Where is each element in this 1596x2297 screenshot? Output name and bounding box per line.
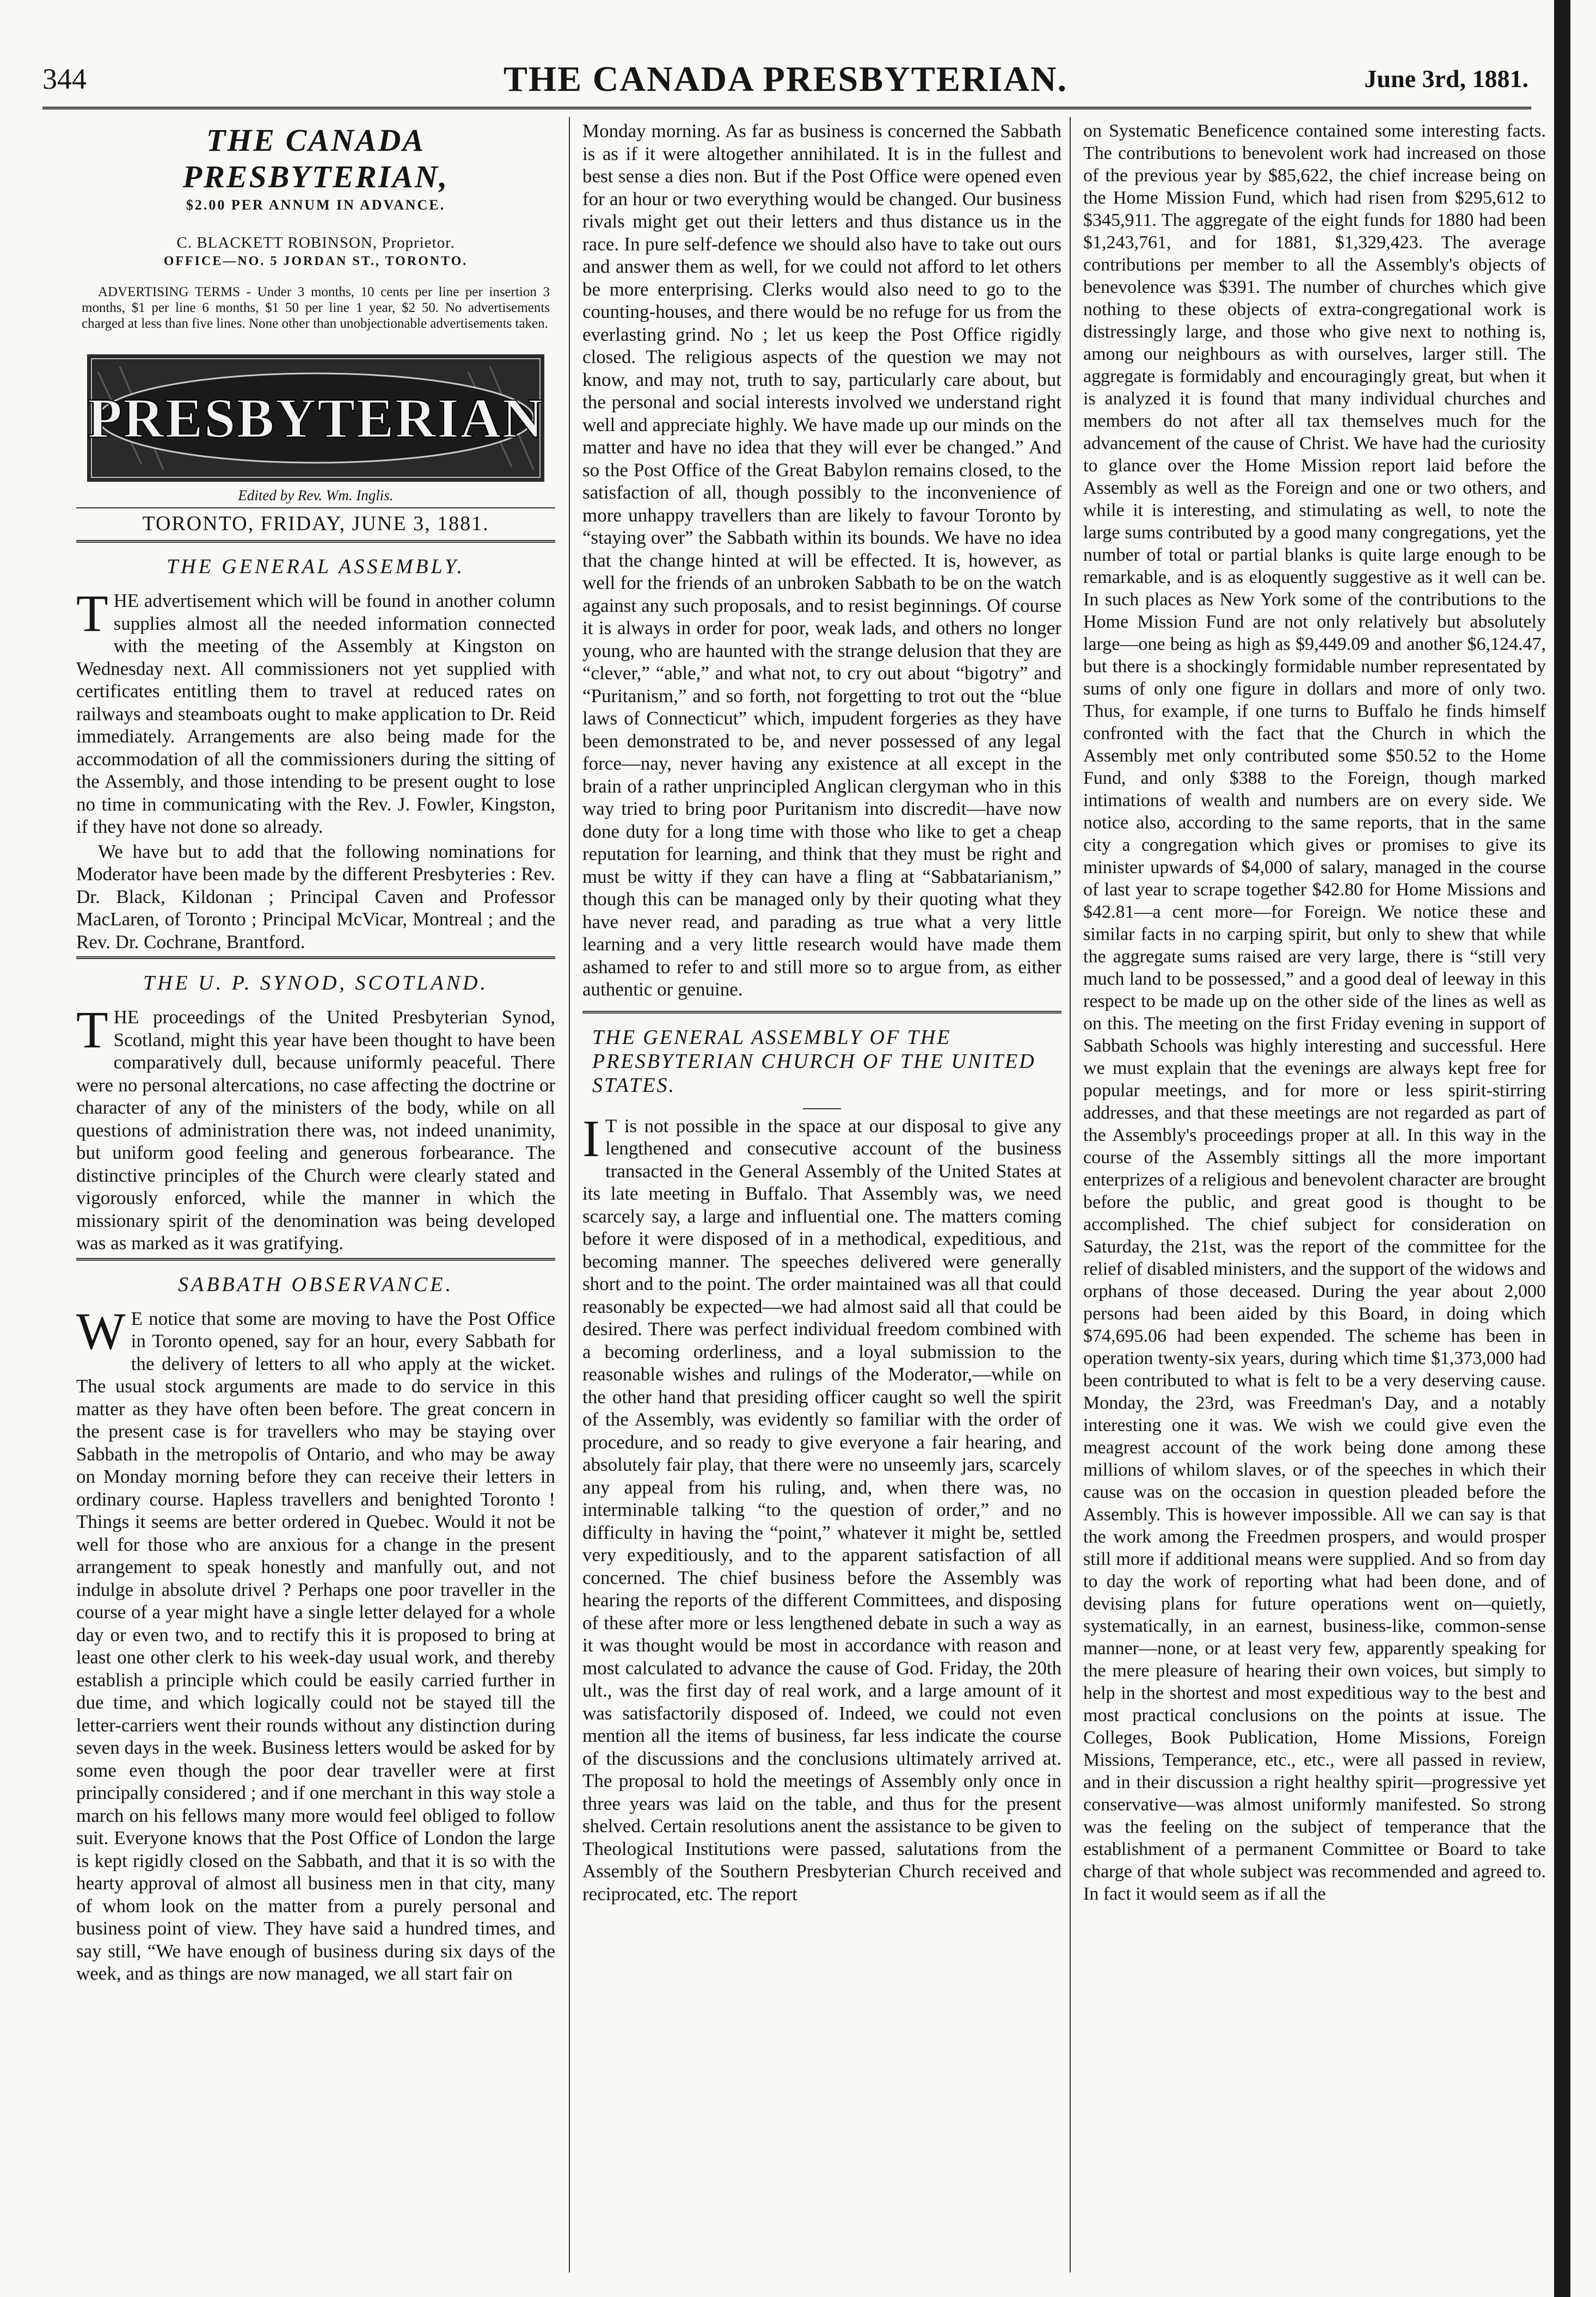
page-edge-shadow: [1554, 0, 1570, 2297]
drop-cap: I: [582, 1109, 600, 1168]
editor-credit: Edited by Rev. Wm. Inglis.: [238, 487, 394, 503]
column-rule: [1070, 117, 1071, 2273]
column-2: [582, 120, 1061, 2275]
column-rule: [569, 117, 570, 2273]
divider: [76, 1258, 555, 1261]
banner-engraving: [76, 350, 555, 486]
article-heading: THE GENERAL ASSEMBLY.: [167, 555, 465, 578]
office-address: OFFICE—NO. 5 JORDAN ST., TORONTO.: [163, 254, 468, 268]
advertising-terms: ADVERTISING TERMS - Under 3 months, 10 cents per line per insertion 3 months, $1 per line 6 months, $1 50 per line 1 year, $2 50. No advertisements charged at less than five lines. None other than unobjectionable advertisements taken.: [82, 285, 550, 331]
issue-date: June 3rd, 1881.: [1364, 65, 1529, 93]
banner-text: PRESBYTERIAN: [87, 387, 544, 450]
divider: [76, 507, 555, 508]
article-heading: THE GENERAL ASSEMBLY OF THE PRESBYTERIAN CHURCH OF THE UNITED STATES.: [592, 1025, 1036, 1097]
lead-word: HE: [113, 1006, 139, 1028]
article-paragraph: THE advertisement which will be found in another column supplies almost all the needed information connected with the meeting of the Assembly at Kingston on Wednesday next. All commissioners not yet supplied with certificates entitling them to travel at reduced rates on railways and steamboats ought to make application to Dr. Reid immediately. Arrangements are also being made for the accommodation of all the commissioners during the sitting of the Assembly, and those intending to be present ought to lose no time in communicating with the Rev. J. Fowler, Kingston, if they have not done so already.: [76, 584, 555, 837]
page-number: 344: [42, 63, 87, 95]
lead-word: HE: [113, 590, 139, 611]
article-paragraph: Monday morning. As far as business is concerned the Sabbath is as if it were altogether annihilated. It is in the fullest and best sense a dies non. But if the Post Office were opened even for an hour or two everything would be changed. Our business rivals might get out their letters and thus distance us in the race. In pure self-defence we should also have to take out ours and answer them as well, for we could not afford to let others be more enterprising. Clerks would also need to go to the counting-houses, and there would be no refuge for us from the everlasting grind. No ; let us keep the Post Office rigidly closed. The religious aspects of the question we may not know, and may not, truth to say, particularly care about, but the personal and social interests involved we understand right well and appreciate highly. We have made up our minds on the matter and have no idea that they will ever be changed.” And so the Post Office of the Great Babylon remains closed, to the satisfaction of all, though possibly to the inconvenience of more unhappy travellers than are likely to favour Toronto by “staying over” the Sabbath within its bounds. We have no idea that the change hinted at will be effected. It is, however, as well for the friends of an unbroken Sabbath to be on the watch against any such proposals, and to resist beginnings. Of course it is always in order for poor, weak lads, and others no longer young, who are haunted with the strange delusion that they are “clever,” “able,” and what not, to cry out about “bigotry” and “Puritanism,” and so forth, not forgetting to trot out the “blue laws of Connecticut” which, impudent forgeries as they have been demonstrated to be, and never possessed of any legal force—nay, never having any existence at all except in the brain of a rather unprincipled Anglican clergyman who in this way tried to bring poor Puritanism into discredit—have now done duty for a long time with those who like to get a cheap reputation for learning, and think that they must be right and must be witty if they can have a fling at “Sabbatarianism,” though this can be managed only by their quoting what they have never read, and parading as true what a very little learning and a very little research would have made them ashamed to refer to and still more so to argue from, as either authentic or genuine.: [582, 120, 1061, 1000]
newspaper-title: THE CANADA PRESBYTERIAN.: [503, 59, 1068, 99]
divider: [76, 540, 555, 543]
drop-cap: W: [76, 1301, 126, 1360]
article-paragraph: W E notice that some are moving to have the Post Office in Toronto opened, say for an hour, every Sabbath for the delivery of letters to all who apply at the wicket. The usual stock arguments are made to do service in this matter as they have often been before. The great concern in the present case is for travellers who may be staying over Sabbath in the metropolis of Ontario, and who may be away on Monday morning before they can receive their letters in ordinary course. Hapless travellers and benighted Toronto ! Things it seems are better ordered in Quebec. Would it not be well for those who are anxious for a change in the present arrangement to speak honestly and manfully out, and not indulge in absolute drivel ? Perhaps one poor traveller in the course of a year might have a single letter delayed for a whole day or even two, and to rectify this it is proposed to bring at least one other clerk to his week-day usual work, and thereby establish a principle which could be easily carried further in due time, and which logically could not be stayed till the letter-carriers went their rounds without any distinction during seven days in the week. Business letters would be asked for by some even though the poor dear traveller were at first principally considered ; and if one merchant in this way stole a march on his fellows many more would feel obliged to follow suit. Everyone knows that the Post Office of London the large is kept rigidly closed on the Sabbath, and that it is so with the hearty approval of almost all business men in that city, many of whom look on the matter from a purely personal and business point of view. They have said a hundred times, and say still, “We have enough of business during six days of the week, and as things are now managed, we all start fair on: [76, 1301, 555, 1984]
divider: [803, 1108, 841, 1109]
running-head: [42, 59, 1529, 102]
dateline: TORONTO, FRIDAY, JUNE 3, 1881.: [142, 512, 489, 535]
subscription-terms: $2.00 PER ANNUM IN ADVANCE.: [186, 197, 446, 213]
lead-word: E: [131, 1307, 143, 1329]
drop-cap: T: [76, 584, 108, 642]
article-paragraph: I T is not possible in the space at our disposal to give any lengthened and consecutive account of the business transacted in the General Assembly of the United States at its late meeting in Buffalo. That Assembly was, we need scarcely say, a large and influential one. The matters coming before it were disposed of in a methodical, expeditious, and becoming manner. The speeches delivered were generally short and to the point. The order maintained was all that could reasonably be expected—we had almost said all that could be desired. There was perfect individual freedom combined with a becoming orderliness, and a loyal submission to the reasonable wishes and rulings of the Moderator,—while on the other hand that presiding officer caught so well the spirit of the Assembly, was evidently so familiar with the order of procedure, and so ready to give everyone a fair hearing, and absolutely fair play, that there were no unseemly jars, scarcely any appeal from his ruling, and, when there was, no interminable talking “to the question of order,” and no difficulty in having the “point,” whatever it might be, settled very expeditiously, and to the apparent satisfaction of all concerned. The chief business before the Assembly was hearing the reports of the different Committees, and disposing of these after more or less lengthened debate in such a way as it was thought would be most in accordance with reason and most calculated to advance the cause of God. Friday, the 20th ult., was the first day of real work, and a large amount of it was satisfactorily disposed of. Indeed, we could not even mention all the items of business, far less indicate the course of the discussions and the conclusions ultimately arrived at. The proposal to hold the meetings of Assembly only once in three years was laid on the table, and thus for the present shelved. Certain resolutions anent the assistance to be given to Theological Institutions were passed, salutations from the Assembly of the Southern Presbyterian Church received and reciprocated, etc. The report: [582, 1109, 1061, 1905]
drop-cap: T: [76, 1000, 108, 1059]
article-heading: SABBATH OBSERVANCE.: [178, 1273, 453, 1296]
divider: [582, 1011, 1061, 1014]
article-paragraph: on Systematic Beneficence contained some interesting facts. The contributions to benevolent work had increased on those of the previous year by $85,622, the chief increase being on the Home Mission Fund, which had risen from $295,612 to $345,911. The aggregate of the eight funds for 1880 had been $1,243,761, and for 1881, $1,329,423. The average contributions per member to all the Assembly's objects of benevolence was $391. The number of churches which give nothing to these objects of extra-congregational work is distressingly large, and those who give next to nothing is, among our neighbours as with ourselves, larger still. The aggregate is formidably and encouragingly great, but when it is analyzed it is found that many individual churches and members do not after all tax themselves much for the advancement of the cause of Christ. We have had the curiosity to glance over the Home Mission report laid before the Assembly as well as the Foreign and one or two others, and while it is interesting, and stimulating as well, to note the large sums contributed by a good many congregations, yet the number of total or partial blanks is quite large enough to be remarkable, and is as eloquently suggestive as it well can be. In such places as New York some of the contributions to the Home Mission Fund are not only relatively but absolutely large—one being as high as $9,449.09 and another $6,124.47, but there is a shockingly formidable number representated by sums of only one figure in dollars and more of only two. Thus, for example, if one turns to Buffalo he finds himself confronted with the fact that the Church in which the Assembly met only contributed some $50.52 to the Home Fund, and only $388 to the Foreign, though marked intimations of wealth and numbers are on every side. We notice also, according to the same reports, that in the same city a congregation which gives or promises to give its minister upwards of $4,000 of salary, managed in the course of last year to scrape together $42.80 for Home Missions and $42.81—a cent more—for Foreign. We notice these and similar facts in no carping spirit, but only to shew that while the aggregate sums raised are very large, there is “still very much land to be possessed,” and a good deal of leeway in this respect to be made up on the other side of the lines as well as on this. The meeting on the first Friday evening in support of Sabbath Schools was highly interesting and successful. Here we must explain that the evenings are always kept free for popular meetings, and for more or less spirit-stirring addresses, and that these meetings are not regarded as part of the Assembly's proceedings proper at all. In this way in the course of the Assembly sittings all the more important enterprizes of a religious and benevolent character are brought before the public, and great good is thought to be accomplished. The chief subject for consideration on Saturday, the 21st, was the report of the committee for the relief of disabled ministers, and the support of the widows and orphans of those deceased. During the year about 2,000 persons had been aided by this Board, in doing which $74,695.06 had been expended. The scheme has been in operation twenty-six years, during which time $1,373,000 had been contributed to what is felt to be a very deserving cause. Monday, the 23rd, was Freedman's Day, and a notably interesting one it was. We wish we could give even the meagrest account of the work being done among these millions of whilom slaves, or of the speeches in which their cause was on the occasion in question pleaded before the Assembly. This is however impossible. All we can say is that the work among the Freedmen prospers, and would prosper still more if additional means were supplied. And so from day to day the work of reporting what had been done, and of devising plans for future operations went on—quietly, systematically, in an earnest, business-like, common-sense manner—none, or at least very few, apparently speaking for the mere pleasure of hearing their own voices, but simply to help in the shortest and most expeditious way to the best and most practical conclusions on the points at issue. The Colleges, Book Publication, Home Missions, Foreign Missions, Temperance, etc., etc., were all passed in review, and in their discussion a right healthy spirit—progressive yet conservative—was almost uniformly manifested. So strong was the feeling on the subject of temperance that the establishment of a permanent Committee or Board to take charge of that whole subject was recommended and agreed to. In fact it would seem as if all the: [1083, 121, 1546, 1904]
divider: [76, 956, 555, 959]
column-1: [76, 120, 555, 2275]
column-3: [1083, 120, 1546, 2275]
masthead-banner: [76, 350, 555, 486]
article-paragraph: THE proceedings of the United Presbyterian Synod, Scotland, might this year have been thought to have been comparatively dull, because uniformly peaceful. There were no personal altercations, no case affecting the doctrine or character of any of the ministers of the body, while on all questions of administration there was, not indeed unanimity, but uniform good feeling and generous forbearance. The distinctive principles of the Church were clearly stated and vigorously enforced, while the manner in which the missionary spirit of the denomination was being developed was as marked as it was gratifying.: [76, 1000, 555, 1254]
article-heading: THE U. P. SYNOD, SCOTLAND.: [143, 972, 488, 994]
masthead-title: THE CANADA PRESBYTERIAN,: [182, 122, 449, 194]
proprietor-line: C. BLACKETT ROBINSON, Proprietor.: [176, 234, 455, 251]
lead-word: T: [605, 1115, 617, 1137]
header-rule: [42, 107, 1531, 109]
article-paragraph: We have but to add that the following nominations for Moderator have been made by the different Presbyteries : Rev. Dr. Black, Kildonan ; Principal Caven and Professor MacLaren, of Toronto ; Principal McVicar, Montreal ; and the Rev. Dr. Cochrane, Brantford.: [76, 840, 555, 953]
